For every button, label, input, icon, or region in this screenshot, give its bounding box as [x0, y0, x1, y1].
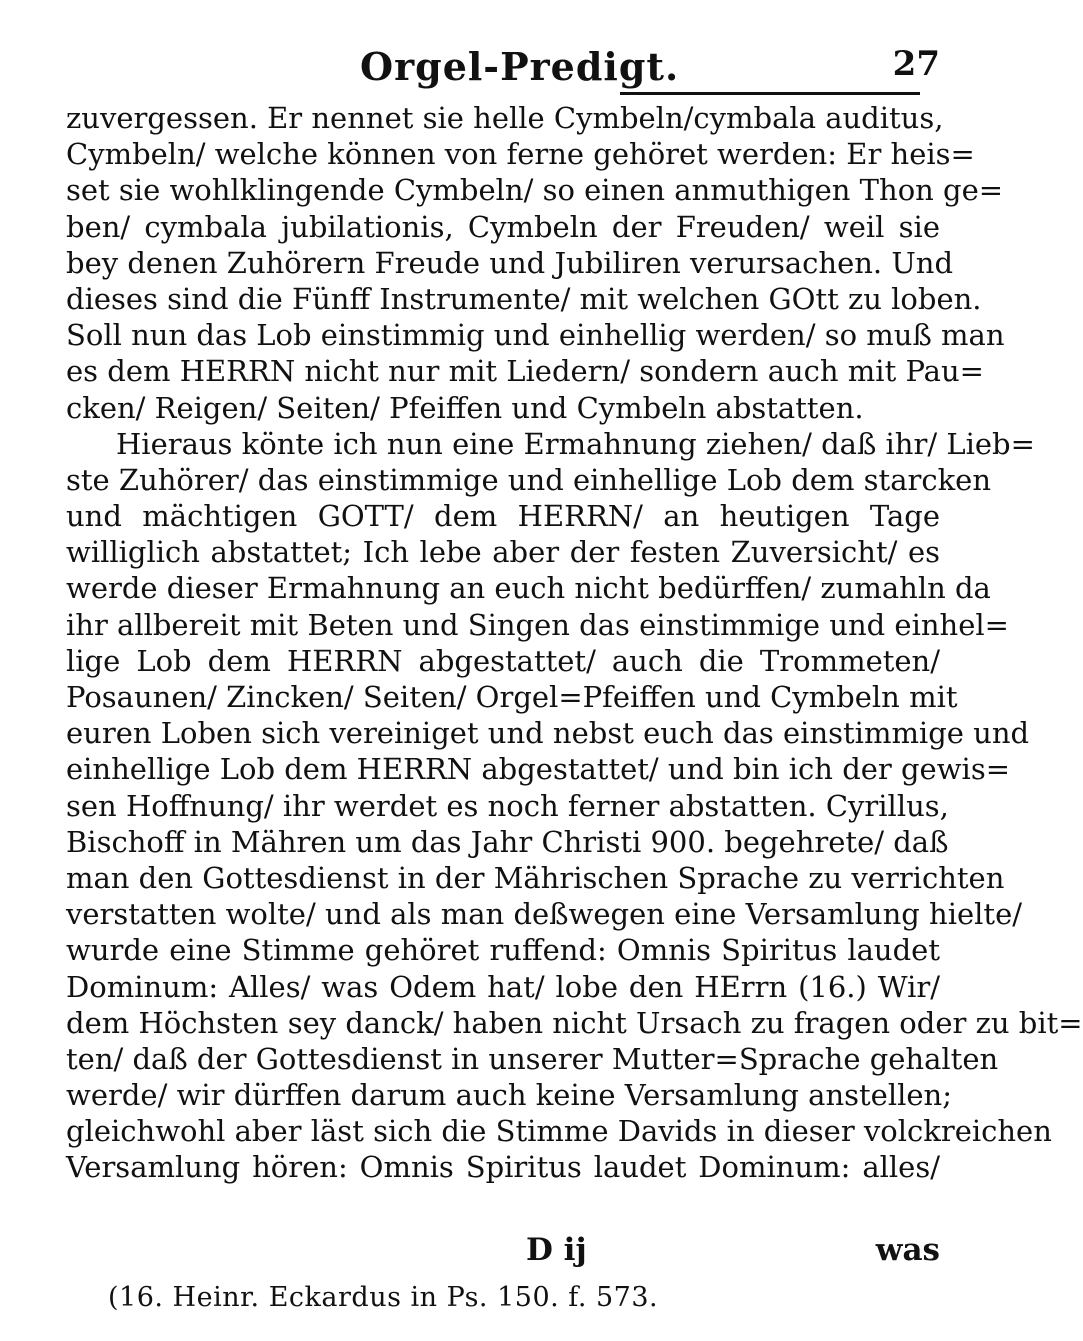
catchword: was: [875, 1232, 940, 1268]
text-line: zuvergessen. Er nennet sie helle Cymbeln/cymbala auditus,: [66, 101, 944, 135]
text-line: ben/ cymbala jubilationis, Cymbeln der Freuden/ weil sie: [66, 209, 940, 244]
text-line: einhellige Lob dem HERRN abgestattet/ und bin ich der gewis=: [66, 752, 1011, 787]
page-number: 27: [892, 44, 940, 84]
text-line: Soll nun das Lob einstimmig und einhellig werden/ so muß man: [66, 318, 1005, 353]
text-line: williglich abstattet; Ich lebe aber der festen Zuversicht/ es: [66, 535, 940, 570]
text-line: und mächtigen GOTT/ dem HERRN/ an heutigen Tage: [66, 499, 940, 534]
text-line: Bischoff in Mähren um das Jahr Christi 900. begehrete/ daß: [66, 824, 949, 859]
text-line: bey denen Zuhörern Freude und Jubiliren verursachen. Und: [66, 245, 954, 280]
text-line: wurde eine Stimme gehöret ruffend: Omnis Spiritus laudet: [66, 933, 940, 968]
text-line: man den Gottesdienst in der Mährischen Sprache zu verrichten: [66, 860, 1005, 895]
text-line: Posaunen/ Zincken/ Seiten/ Orgel=Pfeiffen und Cymbeln mit: [66, 680, 958, 714]
text-line: Cymbeln/ welche können von ferne gehöret werden: Er heis=: [66, 137, 975, 172]
text-line: lige Lob dem HERRN abgestattet/ auch die Trommeten/: [66, 643, 940, 678]
text-line: werde/ wir dürffen darum auch keine Versamlung anstellen;: [66, 1078, 953, 1113]
body-text: [66, 100, 1083, 1186]
text-line: cken/ Reigen/ Seiten/ Pfeiffen und Cymbeln abstatten.: [66, 390, 864, 425]
text-line: Hieraus könte ich nun eine Ermahnung ziehen/ daß ihr/ Lieb=: [116, 426, 1035, 461]
text-line: dem Höchsten sey danck/ haben nicht Ursach zu fragen oder zu bit=: [66, 1005, 1083, 1040]
footnote: (16. Heinr. Eckardus in Ps. 150. f. 573.: [108, 1282, 659, 1313]
text-line: werde dieser Ermahnung an euch nicht bedürffen/ zumahln da: [66, 571, 991, 606]
text-line: gleichwohl aber läst sich die Stimme Davids in dieser volckreichen: [66, 1114, 1052, 1149]
running-head: Orgel-Predigt.: [360, 44, 680, 89]
text-line: verstatten wolte/ und als man deßwegen eine Versamlung hielte/: [66, 897, 1023, 932]
text-line: es dem HERRN nicht nur mit Liedern/ sondern auch mit Pau=: [66, 354, 984, 389]
signature-mark: D ij: [526, 1232, 587, 1268]
text-line: euren Loben sich vereiniget und nebst euch das einstimmige und: [66, 716, 1030, 751]
text-line: ihr allbereit mit Beten und Singen das einstimmige und einhel=: [66, 607, 1009, 642]
text-line: Dominum: Alles/ was Odem hat/ lobe den HErrn (16.) Wir/: [66, 969, 940, 1004]
page-header: [60, 40, 940, 100]
text-line: ten/ daß der Gottesdienst in unserer Mutter=Sprache gehalten: [66, 1041, 999, 1076]
header-rule: [620, 92, 920, 95]
text-line: ste Zuhörer/ das einstimmige und einhellige Lob dem starcken: [66, 462, 991, 497]
text-line: Versamlung hören: Omnis Spiritus laudet Dominum: alles/: [66, 1150, 940, 1185]
text-line: dieses sind die Fünff Instrumente/ mit welchen GOtt zu loben.: [66, 281, 982, 316]
text-line: set sie wohlklingende Cymbeln/ so einen anmuthigen Thon ge=: [66, 173, 1004, 208]
page-footer: [66, 1232, 940, 1272]
text-line: sen Hoffnung/ ihr werdet es noch ferner abstatten. Cyrillus,: [66, 788, 949, 823]
